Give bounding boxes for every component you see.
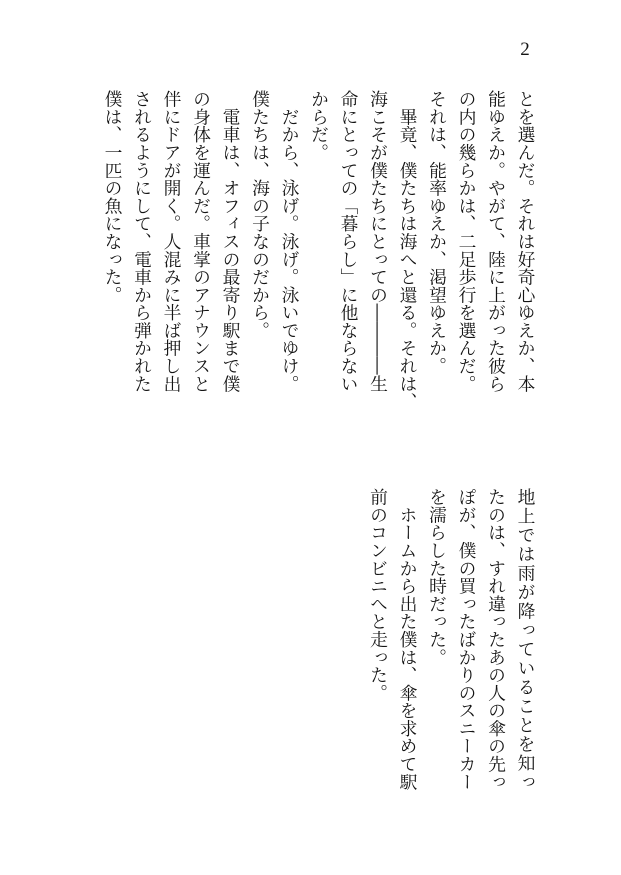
text-column: とを選んだ。それは好奇心ゆえか、本 — [515, 90, 536, 393]
page-number: 2 — [520, 39, 530, 60]
text-column: からだ。 — [308, 90, 330, 162]
text-column: 命にとっての「暮らし」に他ならない — [338, 90, 359, 393]
text-section-1 — [98, 90, 541, 411]
text-column: を濡らした時だった。 — [426, 488, 448, 666]
text-column: 僕は、一匹の魚になった。 — [102, 90, 123, 304]
text-column: だから、泳げ。泳げ。泳いでゆけ。 — [279, 90, 300, 393]
text-column: の内の幾らかは、二足歩行を選んだ。 — [456, 90, 477, 393]
text-column: 海こそが僕たちにとっての――――生 — [367, 90, 389, 393]
text-column: 僕たちは、海の子なのだから。 — [249, 90, 271, 340]
text-column: 地上では雨が降っていることを知っ — [515, 488, 536, 791]
text-column: たのは、すれ違ったあの人の傘の先っ — [485, 488, 507, 791]
text-column: の身体を運んだ。車掌のアナウンスと — [190, 90, 212, 393]
text-column: ぽが、僕の買ったばかりのスニーカー — [456, 488, 477, 791]
text-column: 前のコンビニへと走った。 — [367, 488, 389, 702]
text-column: 畢竟、僕たちは海へと還る。それは、 — [397, 90, 418, 411]
text-column: されるようにして、電車から弾かれた — [131, 90, 153, 393]
text-column: 電車は、オフィスの最寄り駅まで僕 — [220, 90, 241, 393]
text-column: ホームから出た僕は、傘を求めて駅 — [397, 488, 418, 791]
text-column: 能ゆえか。やがて、陸に上がった彼ら — [485, 90, 507, 393]
text-section-2 — [363, 488, 540, 791]
text-column: それは、能率ゆえか、渇望ゆえか。 — [426, 90, 448, 375]
text-column: 伴にドアが開く。人混みに半ば押し出 — [161, 90, 182, 393]
